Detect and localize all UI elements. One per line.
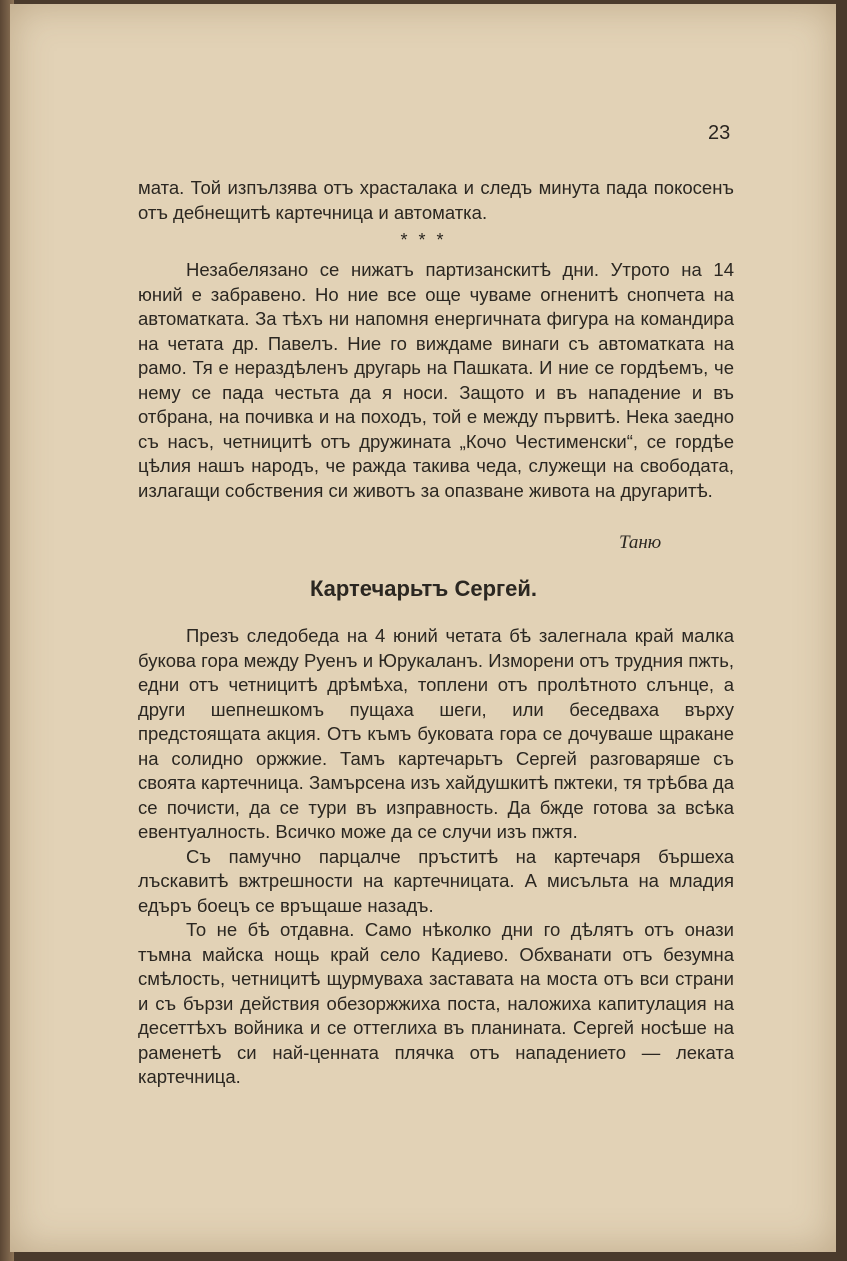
paragraph-2: Незабелязано се нижатъ партизанскитѣ дни. Утрото на 14 юний е забравено. Но ние все още чуваме огненитѣ снопчета на автоматката. За тѣхъ ни напомня енергичната фигура на командира на четата др. Павелъ. Ние го виждаме винаги съ автоматката на рамо. Тя е нераздѣленъ другарь на Пашката. И ние се гордѣемъ, че нему се пада честьта да я носи. Защото и въ нападение и въ отбрана, на почивка и на походъ, той е между първитѣ. Нека заедно съ насъ, четницитѣ отъ дружината „Кочо Честименски“, се гордѣе цѣлия нашъ народъ, че ражда такива чеда, служещи на свободата, излагащи собствения си животъ за опазване живота на другаритѣ. [138, 259, 734, 501]
chapter-heading: Картечарьтъ Сергей. [309, 576, 538, 601]
page-number: 23 [708, 122, 731, 144]
paragraph-continuation [138, 176, 734, 225]
section-separator: * * * [400, 230, 447, 250]
author-signature: Таню [619, 532, 662, 553]
section-2-body [138, 624, 734, 1090]
paragraph-3: Презъ следобеда на 4 юний четата бѣ залегнала край малка букова гора между Руенъ и Юрукаланъ. Изморени отъ трудния пжть, едни отъ четницитѣ дрѣмѣха, топлени отъ пролѣтното слънце, а други шепнешкомъ пущаха шеги, или беседваха върху предстоящата акция. Отъ къмъ буковата гора се дочуваше щракане на солидно оржжие. Тамъ картечарьтъ Сергей разговаряше съ своята картечница. Замърсена изъ хайдушкитѣ пжтеки, тя трѣбва да се почисти, да се тури въ изправность. Да бжде готова за всѣка евентуалность. Всичко може да се случи изъ пжтя. [138, 625, 734, 842]
section-1-body [138, 258, 734, 503]
paragraph-5: То не бѣ отдавна. Само нѣколко дни го дѣлятъ отъ онази тъмна майска нощь край село Кадиево. Обхванати отъ безумна смѣлость, четницитѣ щурмуваха заставата на моста отъ вси страни и съ бързи действия обезоржжиха поста, наложиха капитулация на десеттѣхъ войника и се оттеглиха въ планината. Сергей носѣше на раменетѣ си най-ценната плячка отъ нападението — леката картечница. [138, 919, 734, 1087]
paragraph-4: Съ памучно парцалче пръститѣ на картечаря бършеха лъскавитѣ вжтрешности на картечницата. А мисъльта на младия едъръ боецъ се връщаше назадъ. [138, 845, 734, 916]
paragraph-1: мата. Той изпълзява отъ храсталака и следъ минута пада покосенъ отъ дебнещитѣ картечница и автоматка. [138, 177, 734, 223]
